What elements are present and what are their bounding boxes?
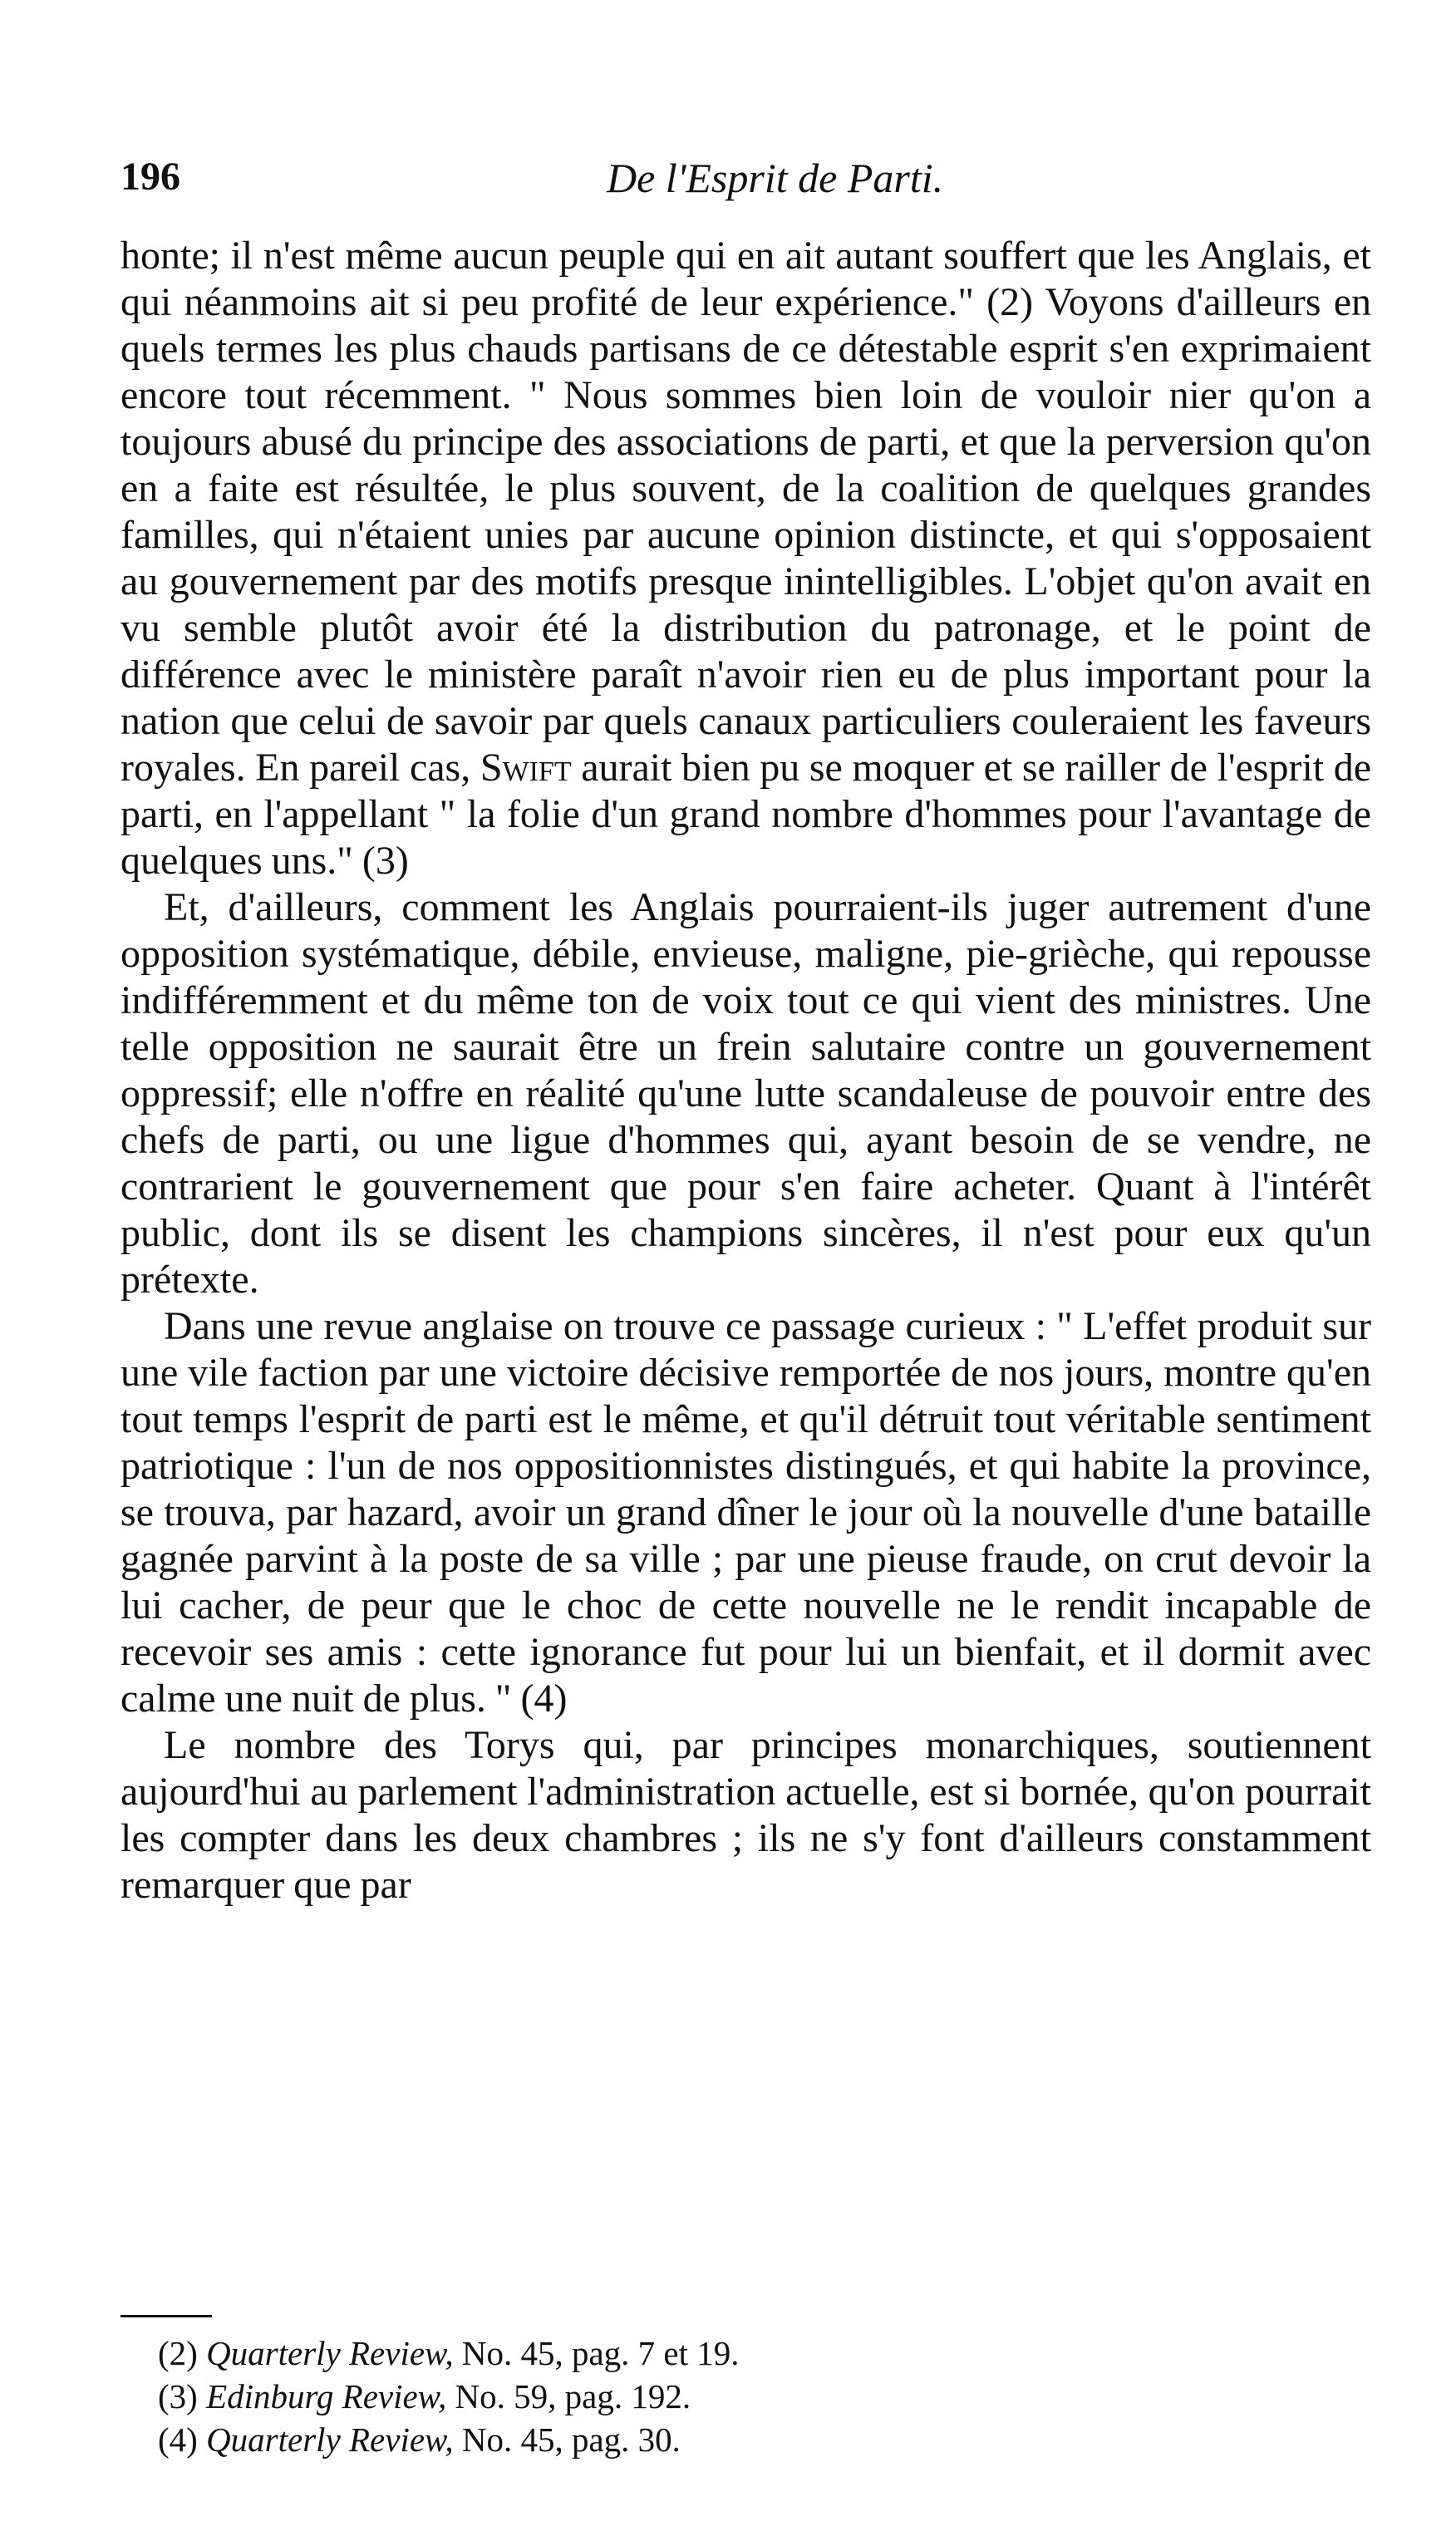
page-number: 196 <box>121 155 180 199</box>
paragraph-1-text: honte; il n'est même aucun peuple qui en ait autant souffert que les Anglais, et qui néanmoins ait si peu profité de leur expérience." (2) Voyons d'ailleurs en quels termes les plus chauds partisans de ce détestable esprit s'en exprimaient encore tout récemment. " Nous sommes bien loin de vouloir nier qu'on a toujours abusé du principe des associations de parti, et que la perversion qu'on en a faite est résultée, le plus souvent, de la coalition de quelques grandes familles, qui n'étaient unies par aucune opinion distincte, et qui s'opposaient au gouvernement par des motifs presque inintelligibles. L'objet qu'on avait en vu semble plutôt avoir été la distribution du patronage, et le point de différence avec le ministère paraît n'avoir rien eu de plus important pour la nation que celui de savoir par quels canaux particuliers couleraient les faveurs royales. En pareil cas, <box>121 234 1371 790</box>
page-header <box>121 145 1371 220</box>
paragraph-2: Et, d'ailleurs, comment les Anglais pourraient-ils juger autrement d'une opposition systématique, débile, envieuse, maligne, pie-grièche, qui repousse indifféremment et du même ton de voix tout ce qui vient des ministres. Une telle opposition ne saurait être un frein salutaire contre un gouvernement oppressif; elle n'offre en réalité qu'une lutte scandaleuse de pouvoir entre des chefs de parti, ou une ligue d'hommes qui, ayant besoin de se vendre, ne contrarient le gouvernement que pour s'en faire acheter. Quant à l'intérêt public, dont ils se disent les champions sincères, il n'est pour eux qu'un prétexte. <box>121 885 1371 1302</box>
footnote-marker: (3) <box>158 2377 198 2415</box>
footnote-2 <box>158 2332 1321 2375</box>
footnotes <box>158 2332 1321 2461</box>
footnote-4 <box>158 2418 1321 2461</box>
body-text <box>121 233 1371 1908</box>
footnote-detail: No. 59, pag. 192. <box>446 2377 691 2415</box>
paragraph-1-continuation: aurait bien pu se moquer et se railler de l'esprit de parti, en l'appellant " la folie d'un grand nombre d'hommes pour l'avantage de quelques uns." (3) <box>121 746 1372 883</box>
footnote-marker: (2) <box>158 2334 198 2372</box>
footnote-detail: No. 45, pag. 7 et 19. <box>453 2334 740 2372</box>
footnote-source: Edinburg Review, <box>206 2377 447 2415</box>
paragraph-3: Dans une revue anglaise on trouve ce passage curieux : " L'effet produit sur une vile faction par une victoire décisive remportée de nos jours, montre qu'en tout temps l'esprit de parti est le même, et qu'il détruit tout véritable sentiment patriotique : l'un de nos oppositionnistes distingués, et qui habite la province, se trouva, par hazard, avoir un grand dîner le jour où la nouvelle d'une bataille gagnée parvint à la poste de sa ville ; par une pieuse fraude, on crut devoir la lui cacher, de peur que le choc de cette nouvelle ne le rendit incapable de recevoir ses amis : cette ignorance fut pour lui un bienfait, et il dormit avec calme une nuit de plus. " (4) <box>121 1304 1371 1721</box>
footnote-marker: (4) <box>158 2420 198 2459</box>
swift-name: Swift <box>480 746 572 790</box>
footnote-3 <box>158 2375 1321 2418</box>
book-page <box>121 145 1371 2473</box>
footnote-rule <box>121 2315 212 2317</box>
paragraph-4: Le nombre des Torys qui, par principes monarchiques, soutiennent aujourd'hui au parlement l'administration actuelle, est si bornée, qu'on pourrait les compter dans les deux chambres ; ils ne s'y font d'ailleurs constamment remarquer que par <box>121 1723 1371 1907</box>
footnote-source: Quarterly Review, <box>206 2334 454 2372</box>
footnote-source: Quarterly Review, <box>206 2420 454 2459</box>
footnote-detail: No. 45, pag. 30. <box>453 2420 681 2459</box>
running-title: De l'Esprit de Parti. <box>607 155 944 201</box>
paragraph-1 <box>121 233 1371 884</box>
